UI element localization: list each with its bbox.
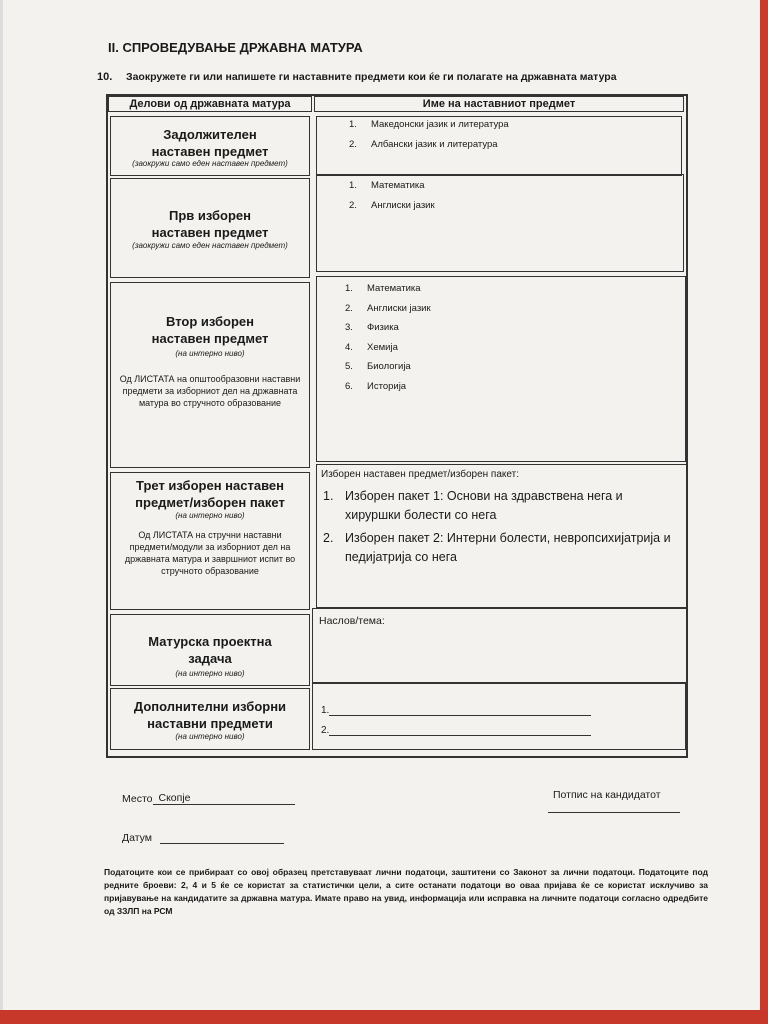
section-title: II. СПРОВЕДУВАЊЕ ДРЖАВНА МАТУРА (108, 40, 363, 55)
project-title: Матурска проектна задача (148, 634, 272, 666)
place-label: Место (122, 793, 153, 805)
subject-option[interactable]: 3. Физика (345, 322, 399, 333)
page-edge-left (0, 0, 3, 1024)
privacy-notice: Податоците кои се прибираат со овој образец претставуваат лични податоци, заштитени со Законот за лични податоци. Податоците под редните броеви: 2, 4 и 5 ќе се користат за статистички цели, а сите останати податоци во оваа пријава ќе се користат исклучиво за пријавување на кандидатите за државна матура. Имате право на увид, информација или исправка на личните податоци согласно одредбите од ЗЗЛП на РСМ (104, 867, 708, 916)
additional-blank-1[interactable]: 1. (321, 705, 591, 716)
row-third-elective-label (110, 472, 310, 610)
red-edge-bottom (0, 1010, 768, 1024)
row-additional-blanks (312, 682, 686, 750)
mandatory-note: (заокружи само еден наставен предмет) (132, 159, 288, 168)
package-label: Изборен наставен предмет/изборен пакет: (321, 469, 519, 480)
third-elective-note: (на интерно ниво) (175, 511, 245, 520)
subject-option[interactable]: 1. Математика (345, 283, 421, 294)
row-second-elective-subjects (316, 276, 686, 462)
signature-line[interactable] (548, 812, 680, 813)
subject-option[interactable]: 2. Англиски јазик (349, 199, 435, 211)
row-first-elective-label (110, 178, 310, 278)
question-number: 10. (97, 71, 113, 83)
row-mandatory-label (110, 116, 310, 176)
project-topic-label: Наслов/тема: (319, 615, 385, 627)
question-text: Заокружете ги или напишете ги наставните предмети кои ќе ги полагате на државната матура (126, 71, 617, 83)
subject-option[interactable]: 6. Историја (345, 380, 407, 392)
second-elective-note: (на интерно ниво) (175, 349, 245, 358)
first-elective-title: Прв изборен наставен предмет (151, 208, 269, 240)
row-project-title-field[interactable] (312, 608, 688, 684)
second-elective-title: Втор изборен наставен предмет (151, 314, 269, 346)
date-label: Датум (122, 832, 152, 844)
subject-option[interactable]: 5. Биологија (345, 361, 411, 372)
package-option[interactable]: 1. Изборен пакет 1: Основи на здравствена нега и хируршки болести со нега (323, 489, 623, 522)
additional-note: (на интерно ниво) (175, 732, 245, 741)
col-header-parts: Делови од државната матура (129, 98, 291, 110)
first-elective-note: (заокружи само еден наставен предмет) (132, 241, 288, 250)
header-cell-parts (108, 96, 312, 112)
row-second-elective-label (110, 282, 310, 468)
row-mandatory-subjects (316, 116, 682, 176)
second-elective-source: Од ЛИСТАТА на општообразовни наставни предмети за изборниот дел на државната матура во стручното образование (119, 374, 301, 408)
third-elective-title: Трет изборен наставен предмет/изборен пакет (135, 478, 285, 510)
row-project-label (110, 614, 310, 686)
red-edge-right (760, 0, 768, 1024)
row-first-elective-subjects (316, 174, 684, 272)
third-elective-source: Од ЛИСТАТА на стручни наставни предмети/модули за изборниот дел на државната матура и завршниот испит во стручното образование (124, 530, 296, 576)
header-cell-subject (314, 96, 684, 112)
signature-label: Потпис на кандидатот (553, 789, 661, 801)
date-field[interactable] (122, 832, 284, 844)
subject-option[interactable]: 1. Математика (349, 180, 425, 191)
place-field[interactable] (122, 792, 295, 805)
row-third-elective-packages (316, 464, 688, 608)
col-header-subject: Име на наставниот предмет (422, 98, 576, 110)
mandatory-title: Задолжителен наставен предмет (151, 127, 269, 159)
subject-option[interactable]: 2. Албански јазик и литература (349, 138, 498, 150)
place-value: Скопје (153, 792, 295, 805)
additional-title: Дополнителни изборни наставни предмети (133, 699, 287, 731)
subject-option[interactable]: 1. Македонски јазик и литература (349, 119, 509, 130)
package-option[interactable]: 2. Изборен пакет 2: Интерни болести, невропсихијатрија и педијатрија со нега (323, 531, 671, 564)
subjects-table (106, 94, 688, 758)
row-additional-label (110, 688, 310, 750)
additional-blank-2[interactable]: 2. (321, 725, 591, 736)
subject-option[interactable]: 2. Англиски јазик (345, 302, 431, 314)
project-note: (на интерно ниво) (175, 669, 245, 678)
subject-option[interactable]: 4. Хемија (345, 341, 398, 353)
